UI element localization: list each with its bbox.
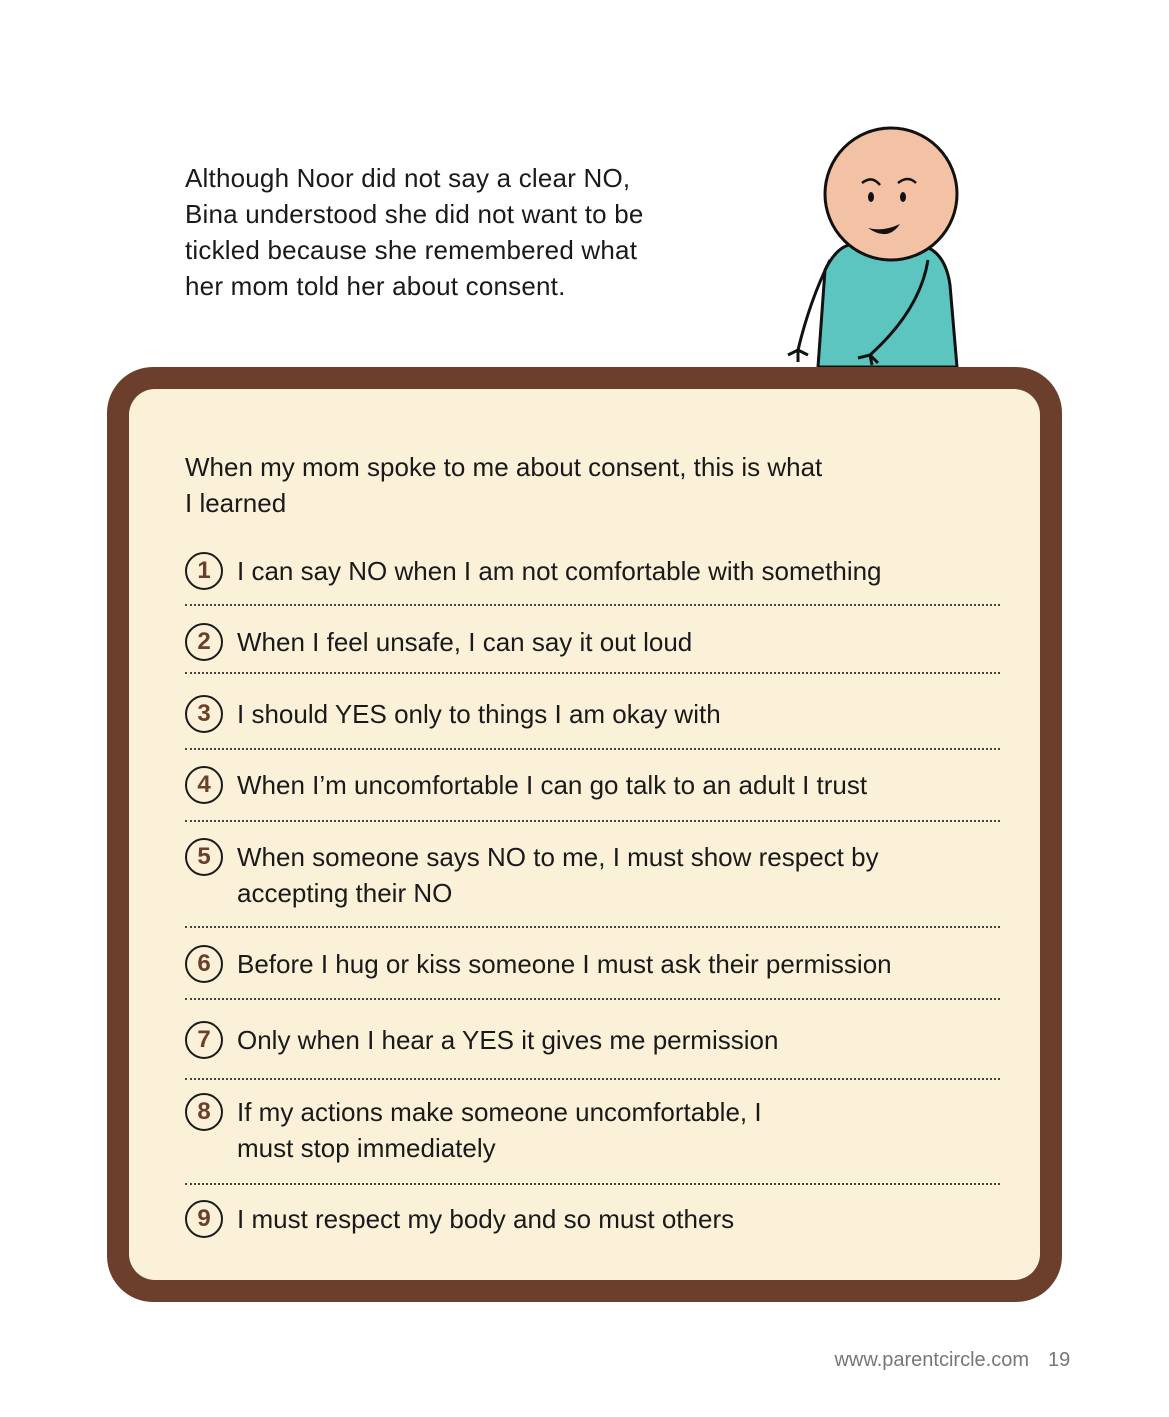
item-text: I can say NO when I am not comfortable with something [237,556,882,586]
divider [185,604,1000,606]
divider [185,1078,1000,1080]
list-item [185,553,1000,590]
website-link[interactable]: www.parentcircle.com [834,1349,1029,1371]
number-badge: 3 [185,695,223,733]
list-item [185,767,1000,804]
list-item [185,839,985,911]
list-item [185,1201,1000,1238]
list-item [185,946,1000,983]
number-badge: 1 [185,552,223,590]
number-badge: 5 [185,838,223,876]
list-item [185,1022,1000,1059]
item-text: When I feel unsafe, I can say it out loud [237,627,693,657]
item-text: I must respect my body and so must others [237,1204,735,1234]
number-badge: 2 [185,623,223,661]
lessons-heading: When my mom spoke to me about consent, this is what I learned [185,452,823,518]
item-text: Only when I hear a YES it gives me permission [237,1025,779,1055]
list-item [185,696,1000,733]
item-text: When I’m uncomfortable I can go talk to an adult I trust [237,770,868,800]
divider [185,998,1000,1000]
list-item [185,1094,825,1166]
number-badge: 7 [185,1021,223,1059]
intro-text: Although Noor did not say a clear NO, Bina understood she did not want to be tickled because she remembered what her mom told her about consent. [185,163,644,301]
divider [185,820,1000,822]
number-badge: 8 [185,1093,223,1131]
consent-lessons-box [107,367,1062,1302]
divider [185,926,1000,928]
number-badge: 6 [185,945,223,983]
divider [185,1183,1000,1185]
number-badge: 4 [185,766,223,804]
character-illustration [770,110,990,380]
divider [185,672,1000,674]
item-text: I should YES only to things I am okay with [237,699,721,729]
item-text: When someone says NO to me, I must show respect by accepting their NO [237,842,879,908]
lessons-panel [129,389,1040,1280]
divider [185,748,1000,750]
number-badge: 9 [185,1200,223,1238]
list-item [185,624,1000,661]
item-text: If my actions make someone uncomfortable, I must stop immediately [237,1097,762,1163]
page-number: 19 [1048,1349,1071,1371]
item-text: Before I hug or kiss someone I must ask their permission [237,949,892,979]
